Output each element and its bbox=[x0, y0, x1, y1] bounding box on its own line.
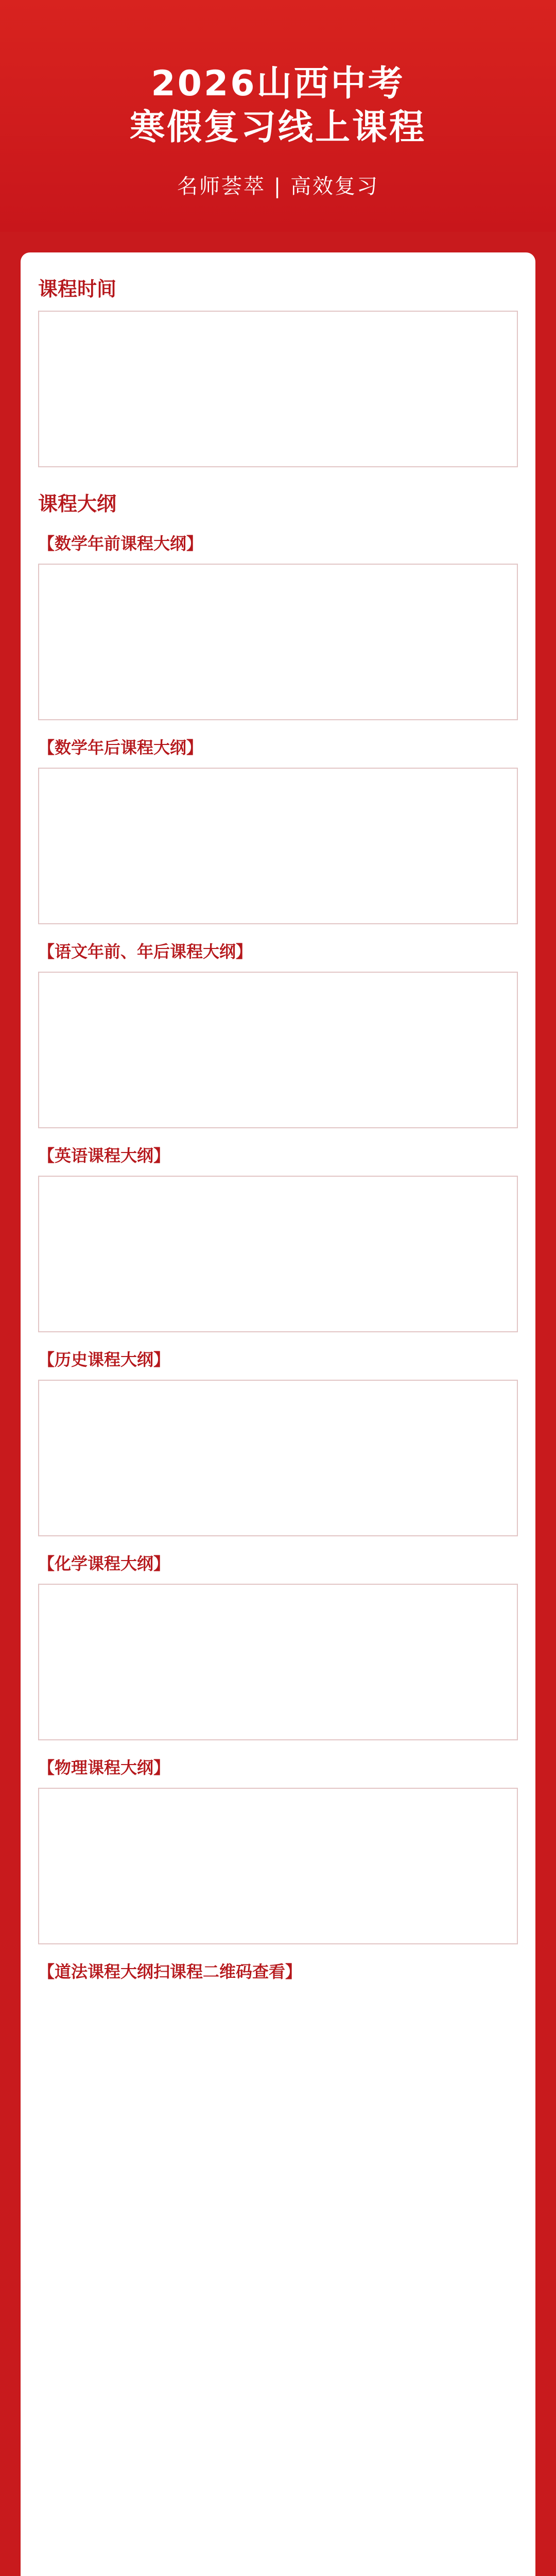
chinese-table-region bbox=[38, 972, 518, 1128]
physics-table-region bbox=[38, 1788, 518, 1944]
english-table-region bbox=[38, 1176, 518, 1332]
page-subtitle: 名师荟萃 | 高效复习 bbox=[177, 175, 379, 198]
hero-banner bbox=[0, 0, 556, 232]
math-pre-title: 【数学年前课程大纲】 bbox=[38, 534, 203, 553]
schedule-table-region bbox=[38, 311, 518, 467]
history-table-region bbox=[38, 1380, 518, 1536]
politics-title: 【道法课程大纲扫课程二维码查看】 bbox=[38, 1962, 302, 1981]
math-post-table-region bbox=[38, 768, 518, 924]
chemistry-table-region bbox=[38, 1584, 518, 1740]
chinese-title: 【语文年前、年后课程大纲】 bbox=[38, 942, 253, 961]
page-title-line-1: 2026山西中考 bbox=[151, 63, 405, 104]
schedule-title: 课程时间 bbox=[38, 278, 117, 300]
english-title: 【英语课程大纲】 bbox=[38, 1146, 170, 1165]
page-title-line-2: 寒假复习线上课程 bbox=[129, 107, 426, 148]
page-title bbox=[130, 62, 426, 149]
history-title: 【历史课程大纲】 bbox=[38, 1350, 170, 1369]
physics-title: 【物理课程大纲】 bbox=[38, 1758, 170, 1777]
syllabus-title: 课程大纲 bbox=[38, 493, 117, 515]
math-post-title: 【数学年后课程大纲】 bbox=[38, 738, 203, 757]
content-card bbox=[21, 252, 535, 2576]
math-pre-table-region bbox=[38, 564, 518, 720]
chemistry-title: 【化学课程大纲】 bbox=[38, 1554, 170, 1573]
